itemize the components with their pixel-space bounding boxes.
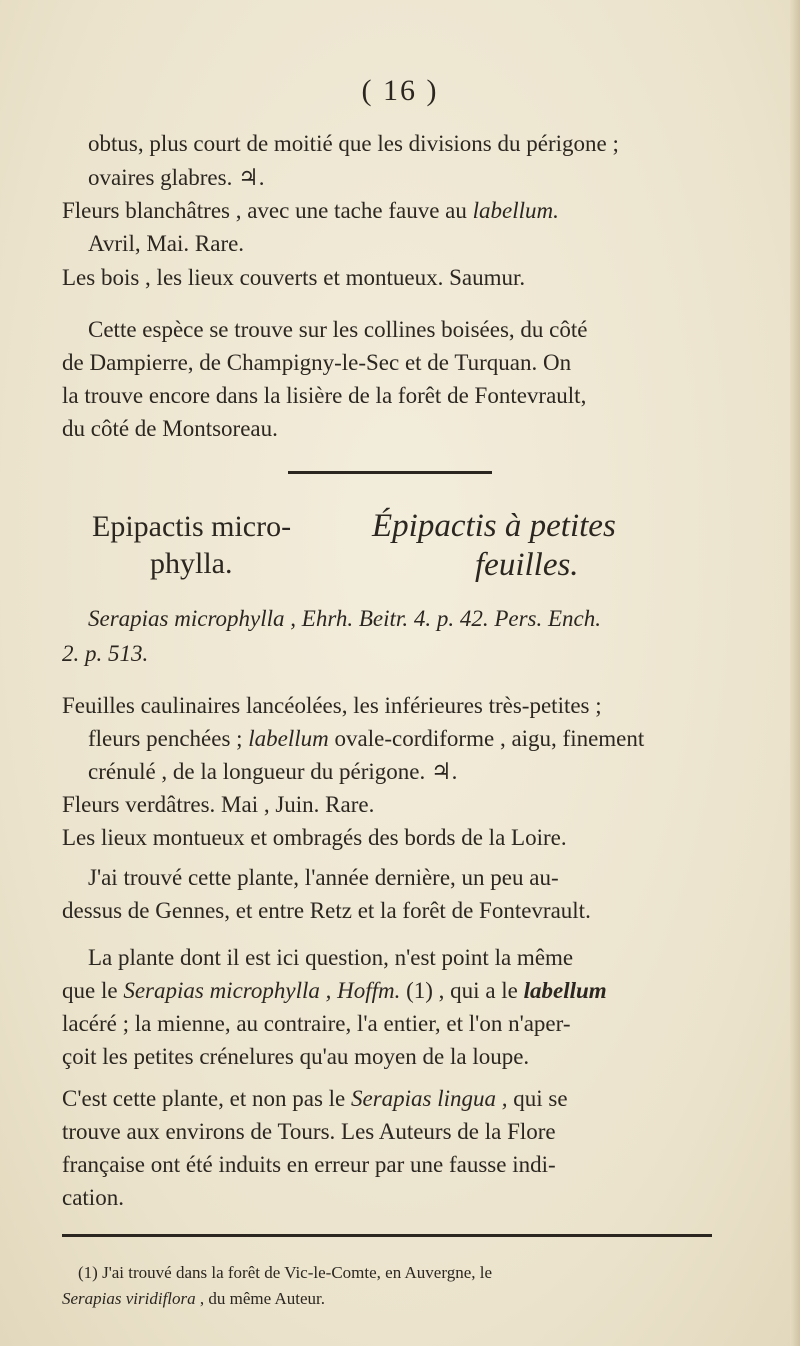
page-edge xyxy=(790,0,800,1346)
text-line: Fleurs blanchâtres , avec une tache fauve au labellum. xyxy=(62,198,559,223)
page-number: ( 16 ) xyxy=(361,74,439,107)
footnote-line: (1) J'ai trouvé dans la forêt de Vic-le-Comte, en Auvergne, le xyxy=(78,1263,493,1282)
text-line: fleurs penchées ; labellum ovale-cordiforme , aigu, finement xyxy=(88,726,645,751)
text-line: lacéré ; la mienne, au contraire, l'a entier, et l'on n'aper- xyxy=(62,1011,571,1036)
text-line: Fleurs verdâtres. Mai , Juin. Rare. xyxy=(62,792,375,817)
text-line: Les bois , les lieux couverts et montueux. Saumur. xyxy=(62,265,526,290)
text-line: çoit les petites crénelures qu'au moyen de la loupe. xyxy=(62,1044,530,1069)
synonym-line: Serapias microphylla , Ehrh. Beitr. 4. p. 42. Pers. Ench. xyxy=(88,606,601,631)
species-french-name: Épipactis à petites xyxy=(372,508,616,544)
text-line: Avril, Mai. Rare. xyxy=(88,231,245,256)
text-line: J'ai trouvé cette plante, l'année dernière, un peu au- xyxy=(88,865,559,890)
text-line: française ont été induits en erreur par une fausse indi- xyxy=(62,1152,556,1177)
text-line: Cette espèce se trouve sur les collines boisées, du côté xyxy=(88,317,588,342)
section-divider xyxy=(288,471,492,474)
species-latin-name: Epipactis micro- xyxy=(92,510,292,543)
text-line: Feuilles caulinaires lancéolées, les inférieures très-petites ; xyxy=(62,693,602,718)
species-latin-name: phylla. xyxy=(150,547,233,580)
text-line: du côté de Montsoreau. xyxy=(62,416,278,441)
text-line: de Dampierre, de Champigny-le-Sec et de Turquan. On xyxy=(62,350,572,375)
text-line: cation. xyxy=(62,1185,124,1210)
text-line: ovaires glabres. ♃. xyxy=(88,165,265,190)
synonym-line: 2. p. 513. xyxy=(62,641,149,666)
text-line: La plante dont il est ici question, n'est point la même xyxy=(88,945,574,970)
text-line: obtus, plus court de moitié que les divisions du périgone ; xyxy=(88,131,619,156)
text-line: Les lieux montueux et ombragés des bords de la Loire. xyxy=(62,825,567,850)
text-line: C'est cette plante, et non pas le Serapias lingua , qui se xyxy=(62,1086,568,1111)
text-line: trouve aux environs de Tours. Les Auteurs de la Flore xyxy=(62,1119,556,1144)
text-line: la trouve encore dans la lisière de la forêt de Fontevrault, xyxy=(62,383,587,408)
footnote-divider xyxy=(62,1234,712,1237)
text-line: dessus de Gennes, et entre Retz et la forêt de Fontevrault. xyxy=(62,898,591,923)
species-french-name: feuilles. xyxy=(475,547,579,583)
footnote-line: Serapias viridiflora , du même Auteur. xyxy=(62,1289,326,1308)
text-line: crénulé , de la longueur du périgone. ♃. xyxy=(88,759,458,784)
text-line: que le Serapias microphylla , Hoffm. (1) , qui a le labellum xyxy=(62,978,607,1003)
